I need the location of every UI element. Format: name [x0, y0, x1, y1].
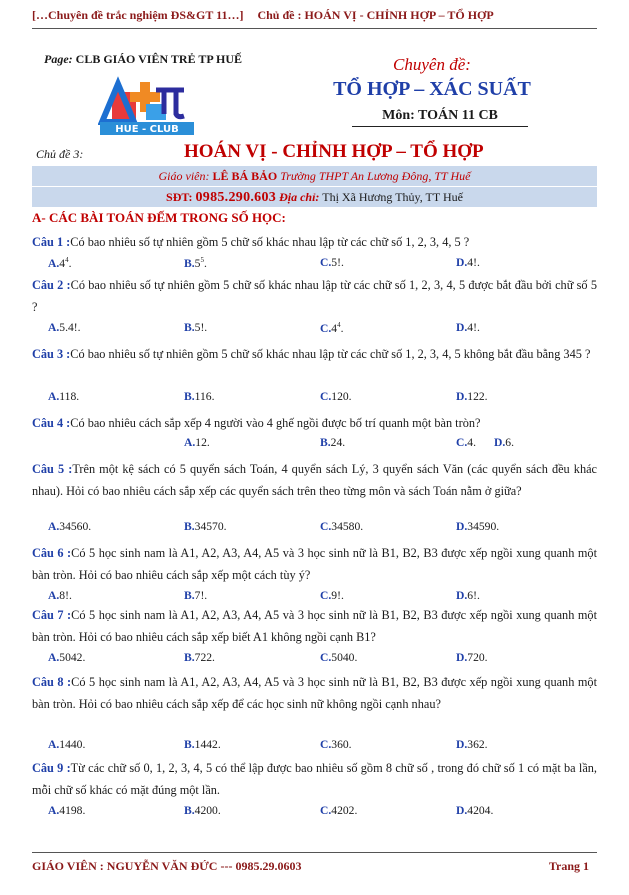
teacher-label: Giáo viên: — [158, 169, 210, 183]
option-value: 5!. — [194, 321, 208, 334]
option-b — [184, 390, 215, 403]
option-value: 4 — [59, 256, 66, 270]
option-b — [184, 520, 227, 533]
question-4 — [32, 412, 597, 434]
option-value: 4204. — [467, 804, 494, 817]
question-7 — [32, 604, 597, 648]
option-key: C. — [320, 520, 332, 533]
question-text: Trên một kệ sách có 5 quyển sách Toán, 4 quyển sách Lý, 3 quyển sách Văn (các quyển sách đều khác nhau). Hỏi có bao nhiêu cách sắp xếp các quyển sách trên theo từng môn và sách Toán nằm ở giữa? — [32, 462, 598, 498]
option-a — [48, 804, 85, 817]
option-key: B. — [184, 651, 195, 664]
question-1 — [32, 231, 597, 253]
question-2 — [32, 274, 597, 318]
option-value: 5042. — [59, 651, 86, 664]
teacher-school: Trường THPT An Lương Đông, TT Huế — [280, 169, 471, 183]
page-label — [44, 52, 242, 67]
question-8 — [32, 671, 597, 715]
answer-row — [32, 804, 597, 822]
chuyen-de-title: TỔ HỢP – XÁC SUẤT — [333, 78, 531, 100]
option-c — [320, 390, 352, 403]
chuyen-de-label: Chuyên đề: — [393, 55, 471, 74]
option-value: 1442. — [194, 738, 221, 751]
option-value: 34580. — [331, 520, 364, 533]
option-key: C. — [320, 256, 332, 269]
option-key: A. — [48, 651, 60, 664]
answer-row — [32, 390, 597, 408]
option-key: D. — [456, 651, 468, 664]
option-value: 5!. — [331, 256, 344, 269]
option-value: 5.4!. — [59, 321, 81, 334]
option-a: $A.4^4$. — [48, 256, 72, 270]
page-number: Trang 1 — [548, 859, 589, 873]
option-value: 9!. — [331, 589, 344, 602]
option-a — [48, 738, 85, 751]
teacher-band — [32, 166, 597, 186]
option-b — [184, 321, 207, 334]
option-value: 4 — [331, 321, 338, 335]
option-key: C. — [320, 321, 332, 335]
question-label: Câu 7 : — [32, 608, 72, 622]
option-a — [48, 520, 91, 533]
option-value: 4200. — [194, 804, 221, 817]
option-b — [184, 589, 207, 602]
option-key: B. — [184, 589, 195, 602]
option-key: C. — [456, 436, 468, 449]
option-b — [184, 804, 221, 817]
option-value: 34590. — [467, 520, 500, 533]
option-value: 8!. — [59, 589, 72, 602]
question-label: Câu 8 : — [32, 675, 72, 689]
option-value: 4. — [467, 436, 476, 449]
question-text: Có 5 học sinh nam là A1, A2, A3, A4, A5 và 3 học sinh nữ là B1, B2, B3 được xếp ngồi xung quanh một bàn tròn. Hỏi có bao nhiêu cách sắp xếp một cách tùy ý? — [32, 546, 598, 582]
question-text: Từ các chữ số 0, 1, 2, 3, 4, 5 có thể lập được bao nhiêu số gồm 8 chữ số , trong đó chữ số 1 có mặt ba lần, mỗi chữ số khác có mặt đúng một lần. — [32, 761, 598, 797]
option-key: B. — [184, 390, 195, 403]
section-title: A- CÁC BÀI TOÁN ĐẾM TRONG SỐ HỌC: — [32, 210, 286, 225]
answer-row — [32, 256, 597, 274]
option-value: 4198. — [59, 804, 86, 817]
option-key: A. — [48, 390, 60, 403]
header-right: Chủ đề : HOÁN VỊ - CHỈNH HỢP – TỔ HỢP — [257, 8, 494, 22]
option-b: $B.5^5$. — [184, 256, 207, 270]
option-key: A. — [48, 738, 60, 751]
option-key: B. — [184, 520, 195, 533]
question-5 — [32, 458, 597, 502]
option-d — [456, 589, 480, 602]
option-key: A. — [184, 436, 196, 449]
option-d — [456, 738, 488, 751]
answer-row — [32, 436, 597, 454]
page-header — [32, 8, 597, 29]
option-c — [320, 589, 344, 602]
option-exponent: 4 — [65, 256, 69, 264]
question-3 — [32, 343, 597, 365]
option-key: B. — [184, 321, 195, 334]
address-label: Địa chỉ: — [279, 190, 320, 204]
option-value: 6!. — [467, 589, 480, 602]
option-value: 6. — [505, 436, 514, 449]
option-value: 4!. — [467, 256, 480, 269]
option-d — [456, 651, 488, 664]
option-exponent: 5 — [200, 256, 204, 264]
option-value: 1440. — [59, 738, 86, 751]
question-label: Câu 2 : — [32, 278, 71, 292]
option-key: D. — [494, 436, 506, 449]
option-value: 34570. — [194, 520, 227, 533]
question-text: Có bao nhiêu số tự nhiên gồm 5 chữ số khác nhau lập từ các chữ số 1, 2, 3, 4, 5 ? — [70, 235, 470, 249]
question-label: Câu 3 : — [32, 347, 71, 361]
address-value: Thị Xã Hương Thủy, TT Huế — [322, 190, 463, 204]
answer-row — [32, 738, 597, 756]
chu-de-label: Chủ đề 3: — [36, 147, 84, 161]
question-label: Câu 1 : — [32, 235, 71, 249]
option-b — [184, 738, 221, 751]
question-label: Câu 5 : — [32, 462, 73, 476]
question-6 — [32, 542, 597, 586]
question-text: Có bao nhiêu số tự nhiên gồm 5 chữ số khác nhau lập từ các chữ số 1, 2, 3, 4, 5 không bắt đầu bằng 345 ? — [70, 347, 591, 361]
option-key: C. — [320, 589, 332, 602]
option-value: 5040. — [331, 651, 358, 664]
option-value: 4!. — [467, 321, 480, 334]
question-text: Có 5 học sinh nam là A1, A2, A3, A4, A5 và 3 học sinh nữ là B1, B2, B3 được xếp ngồi xung quanh một bàn tròn. Hỏi có bao nhiêu cách sắp xếp để các học sinh nữ không ngồi cạnh nhau? — [32, 675, 598, 711]
option-key: A. — [48, 321, 60, 334]
option-value: 362. — [467, 738, 488, 751]
question-text: Có 5 học sinh nam là A1, A2, A3, A4, A5 và 3 học sinh nữ là B1, B2, B3 được xếp ngồi xung quanh một bàn tròn. Hỏi có bao nhiêu cách sắp xếp biết A1 không ngồi cạnh B1? — [32, 608, 598, 644]
option-key: C. — [320, 738, 332, 751]
answer-row — [32, 651, 597, 669]
option-c: $C.4^4$. — [320, 321, 344, 335]
option-c — [320, 256, 344, 269]
option-key: B. — [184, 256, 195, 270]
option-key: C. — [320, 651, 332, 664]
option-value: 12. — [195, 436, 210, 449]
option-value: 720. — [467, 651, 488, 664]
math-club-logo-icon — [98, 72, 196, 136]
option-value: 4202. — [331, 804, 358, 817]
question-label: Câu 4 : — [32, 416, 71, 430]
teacher-name: LÊ BÁ BẢO — [212, 169, 278, 183]
option-key: D. — [456, 256, 468, 269]
question-text: Có bao nhiêu số tự nhiên gồm 5 chữ số khác nhau lập từ các chữ số 1, 2, 3, 4, 5 được bắt đầu bởi chữ số 5 ? — [32, 278, 597, 314]
option-c — [320, 520, 363, 533]
option-key: C. — [320, 804, 332, 817]
option-key: A. — [48, 589, 60, 602]
option-value: 5 — [194, 256, 201, 270]
option-a — [48, 651, 85, 664]
phone-label: SĐT: — [166, 190, 193, 204]
option-value: 34560. — [59, 520, 92, 533]
chu-de-title: HOÁN VỊ - CHỈNH HỢP – TỔ HỢP — [184, 141, 484, 162]
option-a — [48, 321, 81, 334]
option-value: 122. — [467, 390, 488, 403]
answer-row — [32, 321, 597, 339]
option-key: D. — [456, 520, 468, 533]
phone-number: 0985.290.603 — [195, 190, 277, 205]
option-value: 24. — [330, 436, 346, 449]
option-key: D. — [456, 321, 468, 334]
option-key: D. — [456, 804, 468, 817]
option-key: D. — [456, 390, 468, 403]
option-key: D. — [456, 589, 468, 602]
option-key: B. — [320, 436, 331, 449]
option-key: A. — [48, 804, 60, 817]
option-d — [456, 804, 493, 817]
option-d — [456, 256, 480, 269]
option-key: A. — [48, 256, 60, 270]
option-value: 722. — [194, 651, 215, 664]
option-c — [320, 738, 352, 751]
option-value: 118. — [59, 390, 80, 403]
option-a — [184, 436, 210, 449]
option-value: 116. — [194, 390, 215, 403]
option-d — [456, 321, 480, 334]
option-key: A. — [48, 520, 60, 533]
option-b — [320, 436, 345, 449]
option-key: B. — [184, 738, 195, 751]
option-exponent: 4 — [337, 321, 341, 329]
option-c — [320, 651, 357, 664]
option-c — [456, 436, 476, 449]
option-d — [456, 390, 488, 403]
question-9 — [32, 757, 597, 801]
contact-band — [32, 187, 597, 207]
question-label: Câu 9 : — [32, 761, 71, 775]
option-value: 120. — [331, 390, 352, 403]
page-label-name: CLB GIÁO VIÊN TRẺ TP HUẾ — [75, 52, 243, 66]
option-a — [48, 589, 72, 602]
option-key: C. — [320, 390, 332, 403]
subject-label: Môn: TOÁN 11 CB — [352, 108, 528, 127]
question-text: Có bao nhiêu cách sắp xếp 4 người vào 4 ghế ngồi được bố trí quanh một bàn tròn? — [70, 416, 481, 430]
option-key: B. — [184, 804, 195, 817]
page-footer — [32, 852, 597, 874]
option-c — [320, 804, 357, 817]
footer-left: GIÁO VIÊN : NGUYỄN VĂN ĐỨC --- 0985.29.0603 — [32, 859, 302, 873]
option-d — [456, 520, 499, 533]
option-key: D. — [456, 738, 468, 751]
option-a — [48, 390, 79, 403]
option-d — [494, 436, 514, 449]
option-value: 7!. — [194, 589, 208, 602]
answer-row — [32, 520, 597, 538]
page-label-prefix: Page: — [44, 52, 73, 66]
logo-text: HUE - CLUB — [115, 124, 179, 135]
header-left: […Chuyên đề trắc nghiệm ĐS&GT 11…] — [32, 8, 244, 22]
option-b — [184, 651, 215, 664]
option-value: 360. — [331, 738, 352, 751]
question-label: Câu 6 : — [32, 546, 72, 560]
